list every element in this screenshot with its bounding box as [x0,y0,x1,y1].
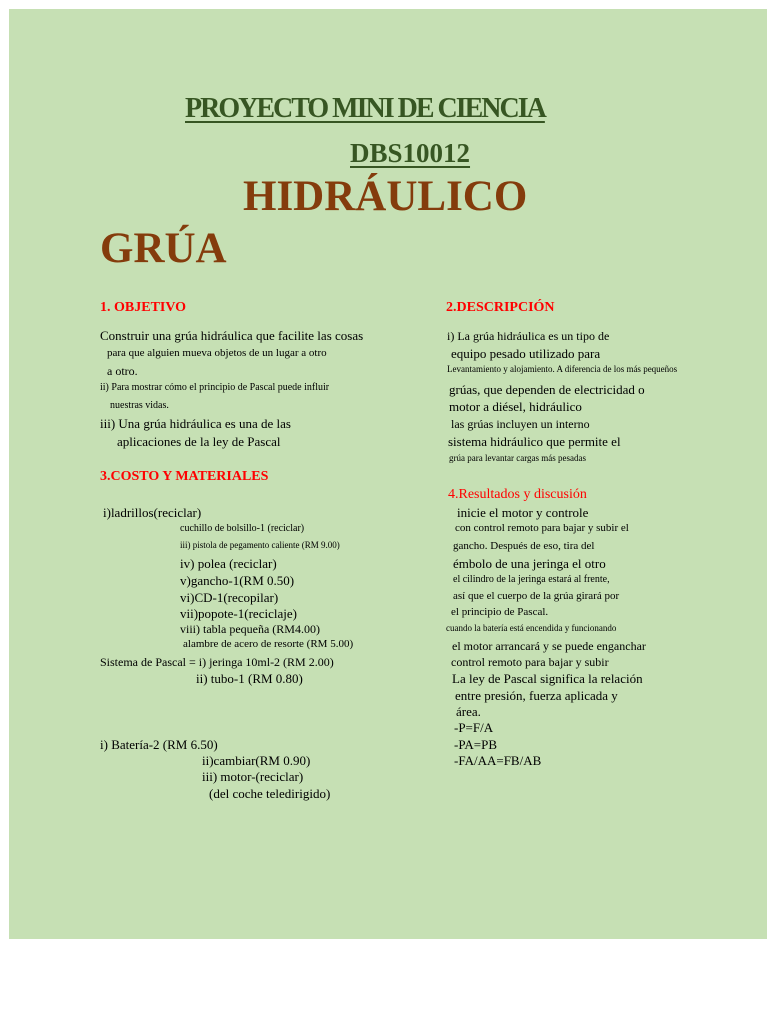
resultados-heading: 4.Resultados y discusión [448,487,587,502]
course-code: DBS10012 [350,138,471,168]
material-item: i)ladrillos(reciclar) [103,505,202,520]
material-item: i) Batería-2 (RM 6.50) [100,737,218,752]
objetivo-line: para que alguien mueva objetos de un lugar a otro [107,347,327,359]
material-item: ii) tubo-1 (RM 0.80) [196,671,303,686]
material-item: cuchillo de bolsillo-1 (reciclar) [180,523,305,534]
costo-heading: 3.COSTO Y MATERIALES [100,469,269,484]
resultados-line: el principio de Pascal. [451,606,549,618]
resultados-line: -FA/AA=FB/AB [454,753,542,768]
resultados-line: gancho. Después de eso, tira del [453,540,595,552]
resultados-line: el motor arrancará y se puede enganchar [452,639,646,653]
objetivo-line: aplicaciones de la ley de Pascal [117,434,281,449]
material-item: iv) polea (reciclar) [180,556,277,571]
material-item: iii) pistola de pegamento caliente (RM 9.00) [180,540,340,550]
resultados-line: inicie el motor y controle [457,505,589,520]
resultados-line: con control remoto para bajar y subir el [455,522,629,534]
project-title: PROYECTO MINI DE CIENCIA [185,93,545,124]
main-title-line1: HIDRÁULICO [243,173,528,220]
material-item: vi)CD-1(recopilar) [180,590,279,605]
descripcion-line: grúas, que dependen de electricidad o [449,382,645,397]
material-item: (del coche teledirigido) [209,786,331,801]
objetivo-line: Construir una grúa hidráulica que facilite las cosas [100,328,364,343]
material-item: vii)popote-1(reciclaje) [180,606,297,621]
descripcion-line: las grúas incluyen un interno [451,417,590,431]
objetivo-line: iii) Una grúa hidráulica es una de las [100,416,291,431]
resultados-line: -PA=PB [454,737,497,752]
descripcion-line: i) La grúa hidráulica es un tipo de [447,329,610,343]
descripcion-heading: 2.DESCRIPCIÓN [446,300,555,315]
objetivo-line: nuestras vidas. [110,400,169,411]
objetivo-heading: 1. OBJETIVO [100,300,187,315]
objetivo-line: ii) Para mostrar cómo el principio de Pascal puede influir [100,382,330,393]
descripcion-line: sistema hidráulico que permite el [448,434,621,449]
material-item: Sistema de Pascal = i) jeringa 10ml-2 (RM 2.00) [100,655,334,669]
resultados-line: cuando la batería está encendida y funcionando [446,623,617,633]
resultados-line: entre presión, fuerza aplicada y [455,688,618,703]
resultados-line: área. [456,704,481,719]
resultados-line: -P=F/A [454,720,494,735]
resultados-line: La ley de Pascal significa la relación [452,671,643,686]
descripcion-line: equipo pesado utilizado para [451,346,601,361]
descripcion-line: motor a diésel, hidráulico [449,399,582,414]
resultados-line: el cilindro de la jeringa estará al frente, [453,574,610,585]
descripcion-line: grúa para levantar cargas más pesadas [449,453,587,463]
material-item: ii)cambiar(RM 0.90) [202,753,311,768]
material-item: viii) tabla pequeña (RM4.00) [180,622,320,636]
material-item: iii) motor-(reciclar) [202,769,304,784]
material-item: alambre de acero de resorte (RM 5.00) [183,638,354,650]
objetivo-line: a otro. [107,364,138,378]
main-title-line2: GRÚA [100,225,227,272]
descripcion-line: Levantamiento y alojamiento. A diferencia de los más pequeños [447,364,678,374]
resultados-line: émbolo de una jeringa el otro [453,556,606,571]
resultados-line: así que el cuerpo de la grúa girará por [453,590,620,602]
resultados-line: control remoto para bajar y subir [451,655,609,669]
material-item: v)gancho-1(RM 0.50) [180,573,295,588]
